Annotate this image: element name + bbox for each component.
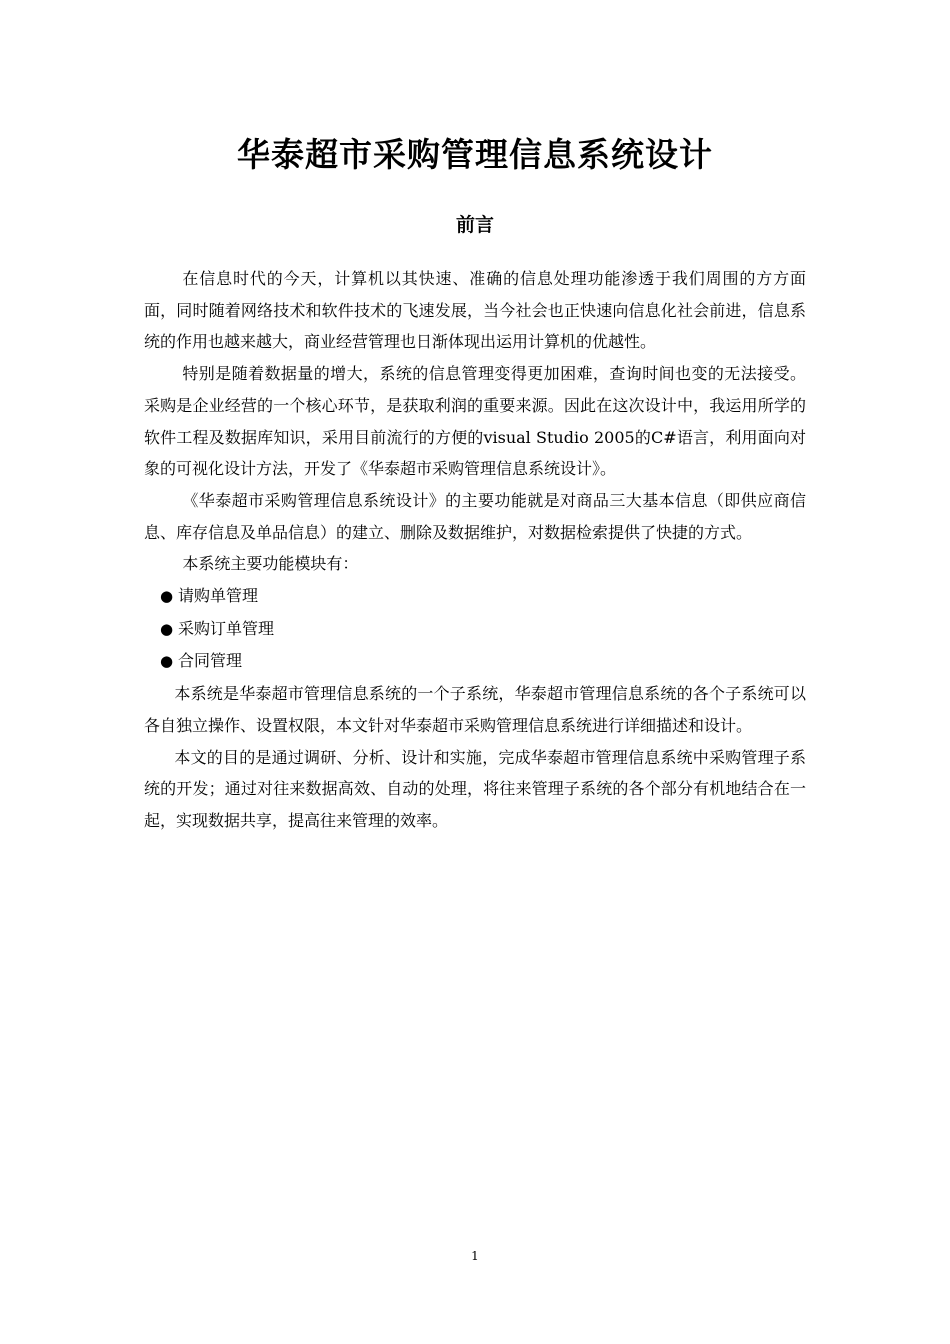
module-list: [144, 580, 806, 678]
paragraph-functions: 《华泰超市采购管理信息系统设计》的主要功能就是对商品三大基本信息（即供应商信息、库存信息及单品信息）的建立、删除及数据维护，对数据检索提供了快捷的方式。: [144, 490, 806, 542]
module-item-label: 合同管理: [178, 651, 243, 671]
bullet-icon: ●: [160, 619, 174, 638]
list-item: [160, 580, 806, 613]
module-item-label: 请购单管理: [178, 586, 259, 606]
section-heading: 前言: [455, 214, 494, 236]
module-item-label: 采购订单管理: [178, 618, 275, 638]
paragraph-purpose: 本文的目的是通过调研、分析、设计和实施，完成华泰超市管理信息系统中采购管理子系统的开发；通过对往来数据高效、自动的处理，将往来管理子系统的各个部分有机地结合在一起，实现数据共享，提高往来管理的效率。: [144, 747, 806, 830]
paragraph-subsystem: 本系统是华泰超市管理信息系统的一个子系统，华泰超市管理信息系统的各个子系统可以各自独立操作、设置权限，本文针对华泰超市采购管理信息系统进行详细描述和设计。: [144, 684, 806, 735]
document-title: 华泰超市采购管理信息系统设计: [237, 135, 713, 174]
paragraph-intro: 在信息时代的今天，计算机以其快速、准确的信息处理功能渗透于我们周围的方方面面，同时随着网络技术和软件技术的飞速发展，当今社会也正快速向信息化社会前进，信息系统的作用也越来越大，商业经营管理也日渐体现出运用计算机的优越性。: [144, 269, 806, 352]
document-body: [144, 263, 806, 837]
bullet-icon: ●: [160, 587, 174, 606]
page-number: 1: [471, 1249, 479, 1263]
paragraph-background: 特别是随着数据量的增大，系统的信息管理变得更加困难，查询时间也变的无法接受。采购是企业经营的一个核心环节，是获取利润的重要来源。因此在这次设计中，我运用所学的软件工程及数据库知识，采用目前流行的方便的visual Studio 2005的C#语言，利用面向对象的可视化设计方法，开发了《华泰超市采购管理信息系统设计》。: [144, 364, 806, 479]
list-item: [160, 645, 806, 678]
paragraph-modules-intro: 本系统主要功能模块有：: [182, 554, 359, 574]
bullet-icon: ●: [160, 652, 174, 671]
list-item: [160, 613, 806, 646]
